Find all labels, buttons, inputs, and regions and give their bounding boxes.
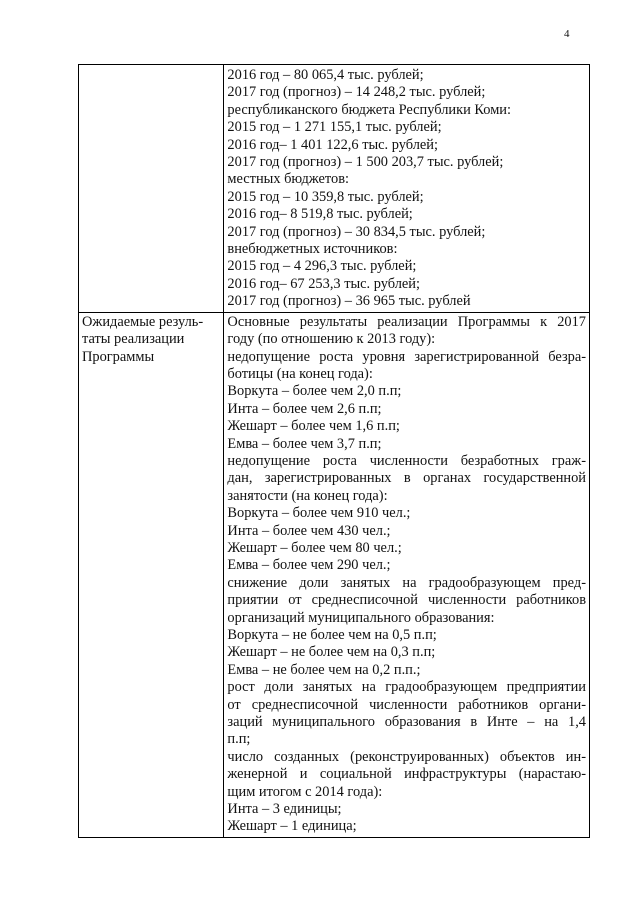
text-line: приятии от среднесписочной численности работников [227, 592, 586, 609]
text-line: 2015 год – 4 296,3 тыс. рублей; [227, 258, 417, 275]
text-line: недопущение роста численности безработных граж- [227, 452, 586, 469]
text-line: ботицы (на конец года): [227, 365, 373, 382]
text-line: Емва – более чем 3,7 п.п; [227, 435, 382, 452]
text-line: Жешарт – более чем 1,6 п.п; [227, 418, 400, 435]
text-line: году (по отношению к 2013 году): [227, 331, 436, 348]
text-line: 2017 год (прогноз) – 30 834,5 тыс. рублей; [227, 223, 486, 240]
text-line: организаций муниципального образования: [227, 609, 495, 626]
text-line: Емва – не более чем на 0,2 п.п.; [227, 661, 421, 678]
text-line: внебюджетных источников: [227, 241, 398, 258]
page-number: 4 [564, 28, 570, 40]
text-line: 2016 год – 80 065,4 тыс. рублей; [227, 67, 424, 83]
results-value-cell [224, 312, 590, 837]
text-line: 2017 год (прогноз) – 36 965 тыс. рублей [227, 293, 471, 310]
text-line: 2017 год (прогноз) – 14 248,2 тыс. рублей; [227, 84, 486, 101]
funding-lines [227, 67, 586, 311]
text-line: женерной и социальной инфраструктуры (нарастаю- [227, 766, 586, 783]
text-line: Инта – более чем 2,6 п.п; [227, 400, 382, 417]
text-line: 2015 год – 1 271 155,1 тыс. рублей; [227, 119, 442, 136]
text-line: рост доли занятых на градообразующем предприятии [227, 679, 586, 696]
text-line: местных бюджетов: [227, 171, 350, 188]
text-line: п.п; [227, 731, 251, 748]
text-line: Емва – более чем 290 чел.; [227, 557, 391, 574]
results-lines [227, 314, 586, 836]
text-line: Основные результаты реализации Программы к 2017 [227, 313, 586, 330]
text-line: Жешарт – 1 единица; [227, 818, 357, 835]
passport-table [78, 64, 590, 838]
text-line: Воркута – более чем 910 чел.; [227, 505, 411, 522]
funding-label-cell [79, 65, 224, 313]
table-row-results [79, 312, 590, 837]
label-line: таты реализации [82, 331, 185, 348]
table-row-funding [79, 65, 590, 313]
text-line: щим итогом с 2014 года): [227, 783, 383, 800]
results-label [82, 314, 220, 366]
label-line: Ожидаемые резуль- [82, 313, 204, 330]
text-line: Инта – более чем 430 чел.; [227, 522, 391, 539]
text-line: Жешарт – более чем 80 чел.; [227, 539, 402, 556]
results-label-cell [79, 312, 224, 837]
text-line: Воркута – не более чем на 0,5 п.п; [227, 627, 437, 643]
text-line: снижение доли занятых на градообразующем пред- [227, 574, 586, 591]
text-line: 2015 год – 10 359,8 тыс. рублей; [227, 188, 424, 205]
text-line: 2016 год– 1 401 122,6 тыс. рублей; [227, 136, 438, 153]
text-line: Инта – 3 единицы; [227, 801, 342, 818]
text-line: от среднесписочной численности работников органи- [227, 696, 586, 713]
text-line: 2016 год– 8 519,8 тыс. рублей; [227, 206, 413, 223]
text-line: занятости (на конец года): [227, 487, 388, 504]
label-line: Программы [82, 348, 155, 365]
text-line: число созданных (реконструированных) объектов ин- [227, 748, 586, 765]
text-line: 2017 год (прогноз) – 1 500 203,7 тыс. рублей; [227, 154, 504, 171]
text-line: Воркута – более чем 2,0 п.п; [227, 383, 402, 400]
text-line: республиканского бюджета Республики Коми: [227, 101, 511, 118]
text-line: заций муниципального образования в Инте – на 1,4 [227, 714, 586, 731]
funding-value-cell [224, 65, 590, 313]
text-line: дан, зарегистрированных в органах государственной [227, 470, 586, 487]
text-line: 2016 год– 67 253,3 тыс. рублей; [227, 275, 420, 292]
text-line: недопущение роста уровня зарегистрированной безра- [227, 348, 586, 365]
text-line: Жешарт – не более чем на 0,3 п.п; [227, 644, 436, 661]
